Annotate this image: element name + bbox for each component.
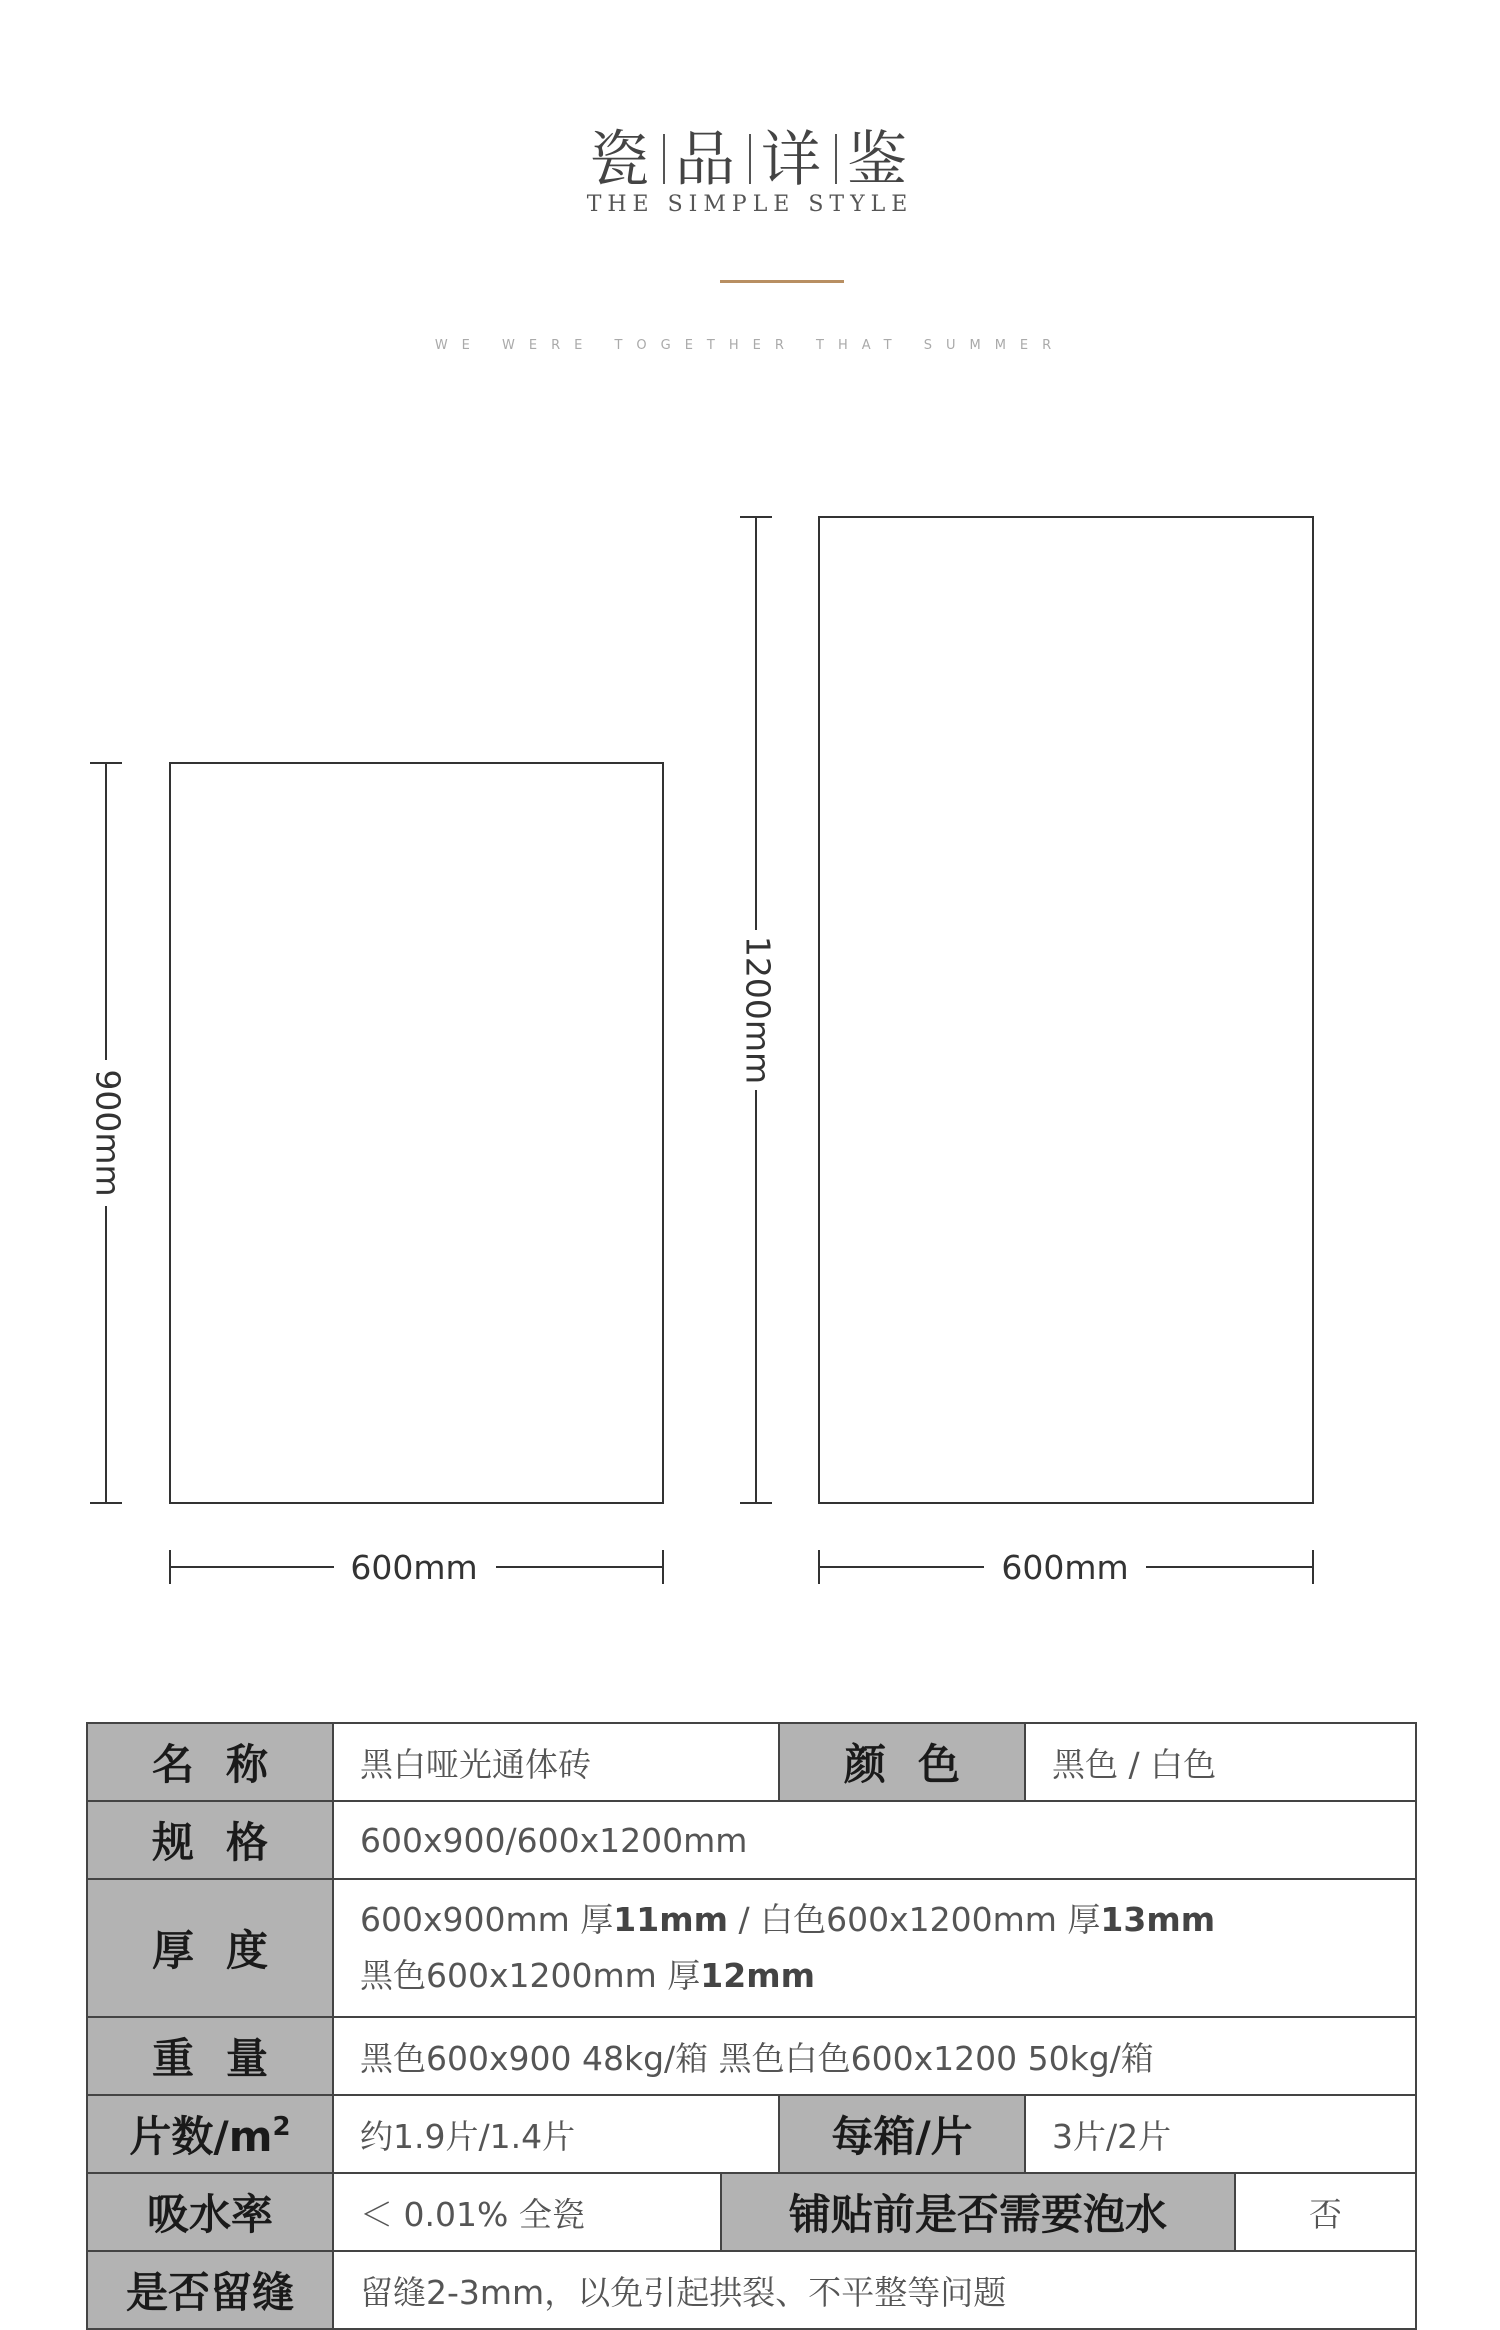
spec-row-weight <box>87 2017 1416 2095</box>
gap-value: 留缝2-3mm，以免引起拱裂、不平整等问题 <box>333 2251 1416 2329</box>
pieces-label-text: 片数/m <box>129 2112 273 2161</box>
size-value: 600x900/600x1200mm <box>333 1801 1416 1879</box>
tile-600x1200-height-label: 1200mm <box>738 935 778 1085</box>
spec-row-thickness <box>87 1879 1416 2017</box>
tile-600x1200-width-label: 600mm <box>1001 1548 1129 1587</box>
pieces-label-superscript: 2 <box>272 2112 291 2142</box>
gap-label: 是否留缝 <box>87 2251 333 2329</box>
tile-600x900-outline <box>170 763 663 1503</box>
soak-value: 否 <box>1235 2173 1416 2251</box>
thickness-line-2 <box>360 1948 1389 2004</box>
weight-value: 黑色600x900 48kg/箱 黑色白色600x1200 50kg/箱 <box>333 2017 1416 2095</box>
thickness-mm: 12mm <box>700 1956 815 1995</box>
thickness-text: 600x900mm 厚 <box>360 1900 614 1939</box>
tile-600x900-width-label: 600mm <box>350 1548 478 1587</box>
thickness-mm: 11mm <box>613 1900 728 1939</box>
spec-row-size <box>87 1801 1416 1879</box>
thickness-text: 黑色600x1200mm 厚 <box>360 1956 701 1995</box>
title-char: 鉴 <box>847 125 911 195</box>
spec-row-gap <box>87 2251 1416 2329</box>
name-label: 名称 <box>87 1723 333 1801</box>
color-label: 颜色 <box>779 1723 1025 1801</box>
color-value: 黑色 / 白色 <box>1025 1723 1416 1801</box>
spec-row-pieces <box>87 2095 1416 2173</box>
per-box-value: 3片/2片 <box>1025 2095 1416 2173</box>
thickness-mm: 13mm <box>1100 1900 1216 1939</box>
thickness-text: / 白色600x1200mm 厚 <box>728 1900 1101 1939</box>
tile-600x900-width-dimension <box>170 1548 663 1587</box>
name-value: 黑白哑光通体砖 <box>333 1723 779 1801</box>
tile-600x1200-outline <box>819 517 1313 1503</box>
absorption-value: ＜ 0.01% 全瓷 <box>333 2173 721 2251</box>
size-label: 规格 <box>87 1801 333 1879</box>
thickness-value <box>333 1879 1416 2017</box>
spec-row-name <box>87 1723 1416 1801</box>
pieces-value: 约1.9片/1.4片 <box>333 2095 779 2173</box>
tile-600x1200-width-dimension <box>819 1548 1313 1587</box>
absorption-label: 吸水率 <box>87 2173 333 2251</box>
title-char: 瓷 <box>589 125 653 195</box>
soak-label: 铺贴前是否需要泡水 <box>721 2173 1235 2251</box>
weight-label: 重量 <box>87 2017 333 2095</box>
spec-row-absorption <box>87 2173 1416 2251</box>
thickness-label: 厚度 <box>87 1879 333 2017</box>
tile-600x1200-height-dimension <box>739 517 778 1503</box>
tagline: WE WERE TOGETHER THAT SUMMER <box>434 338 1066 353</box>
pieces-label <box>87 2095 333 2173</box>
thickness-line-1 <box>360 1892 1389 1948</box>
title-char: 详 <box>761 125 825 195</box>
per-box-label: 每箱/片 <box>779 2095 1025 2173</box>
tile-600x900-height-label: 900mm <box>88 1069 128 1197</box>
section-subtitle: THE SIMPLE STYLE <box>586 192 914 217</box>
tile-600x900-height-dimension <box>89 763 128 1503</box>
spec-table <box>86 1722 1417 2330</box>
title-char: 品 <box>675 125 739 195</box>
